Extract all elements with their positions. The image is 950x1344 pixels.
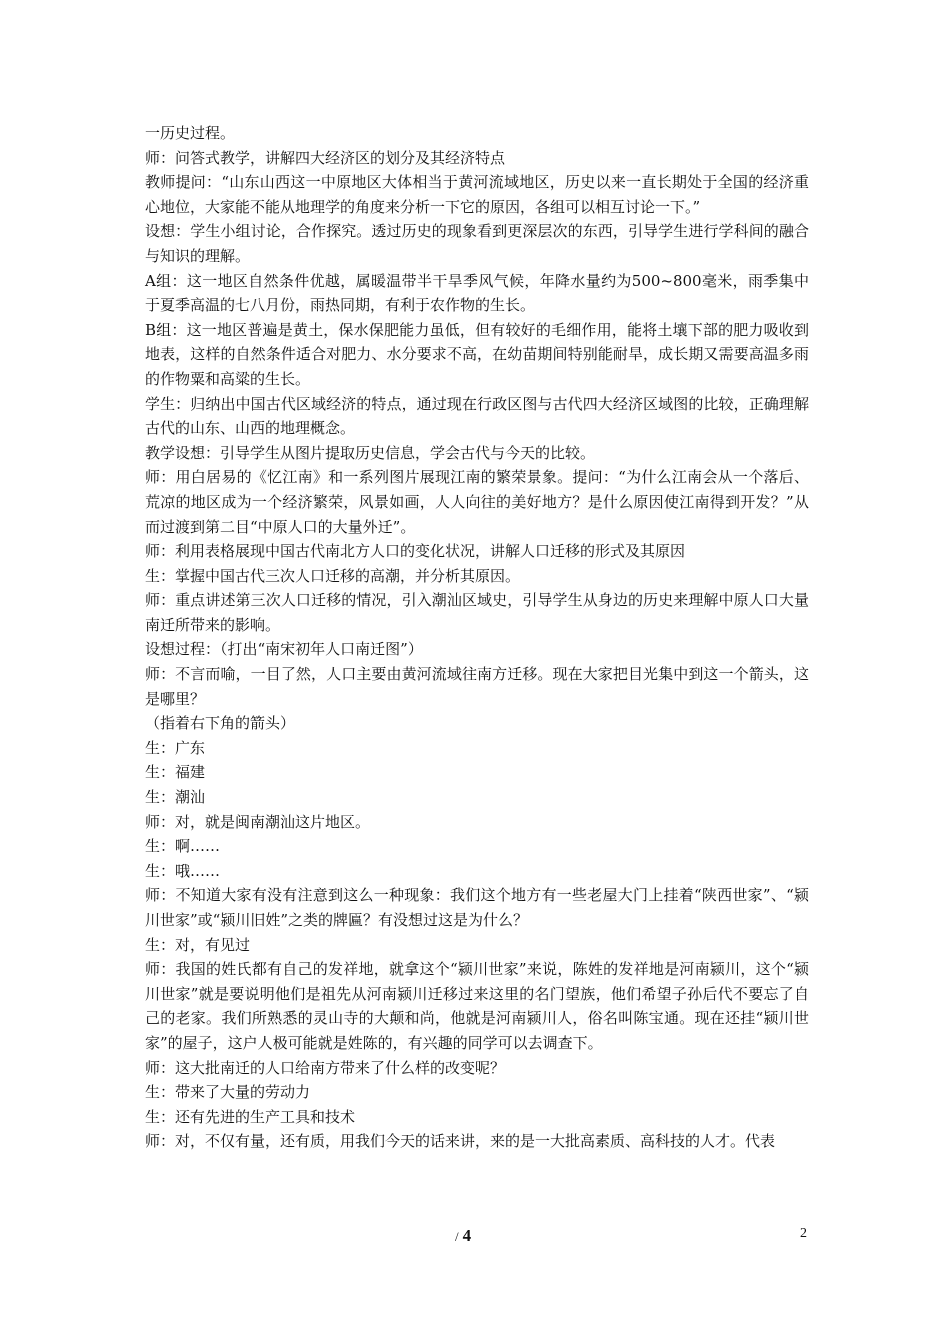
page-count-separator: / <box>455 1229 459 1244</box>
paragraph: 生：带来了大量的劳动力 <box>145 1083 311 1102</box>
paragraph: 教学设想：引导学生从图片提取历史信息，学会古代与今天的比较。 <box>145 443 596 462</box>
paragraph: 师：问答式教学，讲解四大经济区的划分及其经济特点 <box>145 148 506 167</box>
total-pages: 4 <box>462 1226 472 1245</box>
paragraph: 师：对，不仅有量，还有质，用我们今天的话来讲，来的是一大批高素质、高科技的人才。代表 <box>145 1132 776 1151</box>
paragraph: 生：哦…… <box>145 861 221 880</box>
paragraph: 生：还有先进的生产工具和技术 <box>145 1107 356 1126</box>
paragraph: 生：广东 <box>145 738 206 757</box>
paragraph: B组：这一地区普遍是黄土，保水保肥能力虽低，但有较好的毛细作用，能将土壤下部的肥力吸收到地表，这样的自然条件适合对肥力、水分要求不高，在幼苗期间特别能耐旱，成长期又需要高温多雨的作物粟和高粱的生长。 <box>145 320 809 388</box>
paragraph: 师：利用表格展现中国古代南北方人口的变化状况，讲解人口迁移的形式及其原因 <box>145 542 686 561</box>
paragraph: 生：潮汕 <box>145 788 206 807</box>
paragraph: A组：这一地区自然条件优越，属暖温带半干旱季风气候，年降水量约为500~800毫米，雨季集中于夏季高温的七八月份，雨热同期，有利于农作物的生长。 <box>145 271 809 315</box>
paragraph: 设想过程：（打出“南宋初年人口南迁图”） <box>145 640 423 659</box>
paragraph: 师：对，就是闽南潮汕这片地区。 <box>145 812 371 831</box>
paragraph: （指着右下角的箭头） <box>145 714 296 733</box>
paragraph: 师：不知道大家有没有注意到这么一种现象：我们这个地方有一些老屋大门上挂着“陕西世家”、“颍川世家”或“颍川旧姓”之类的牌匾？有没想过这是为什么？ <box>145 886 809 929</box>
paragraph: 师：用白居易的《忆江南》和一系列图片展现江南的繁荣景象。提问：“为什么江南会从一个落后、荒凉的地区成为一个经济繁荣，风景如画，人人向往的美好地方？是什么原因使江南得到开发？”从而过渡到第二目“中原人口的大量外迁”。 <box>145 468 809 536</box>
paragraph: 生：福建 <box>145 763 206 782</box>
paragraph: 生：掌握中国古代三次人口迁移的高潮，并分析其原因。 <box>145 566 521 585</box>
paragraph: 教师提问：“山东山西这一中原地区大体相当于黄河流域地区，历史以来一直长期处于全国的经济重心地位，大家能不能从地理学的角度来分析一下它的原因，各组可以相互讨论一下。” <box>145 173 809 216</box>
paragraph: 生：啊…… <box>145 837 221 856</box>
paragraph: 师：我国的姓氏都有自己的发祥地，就拿这个“颍川世家”来说，陈姓的发祥地是河南颍川，这个“颍川世家”就是要说明他们是祖先从河南颍川迁移过来这里的名门望族，他们希望子孙后代不要忘了自己的老家。我们所熟悉的灵山寺的大颠和尚，他就是河南颍川人，俗名叫陈宝通。现在还挂“颍川世家”的屋子，这户人极可能就是姓陈的，有兴趣的同学可以去调查下。 <box>145 960 809 1052</box>
paragraph: 师：不言而喻，一目了然，人口主要由黄河流域往南方迁移。现在大家把目光集中到这一个箭头，这是哪里？ <box>145 665 809 708</box>
paragraph: 设想：学生小组讨论，合作探究。透过历史的现象看到更深层次的东西，引导学生进行学科间的融合与知识的理解。 <box>145 222 809 265</box>
paragraph: 生：对，有见过 <box>145 935 251 954</box>
page-number: 2 <box>800 1226 807 1241</box>
paragraph: 一历史过程。 <box>145 124 236 142</box>
document-body <box>145 121 809 1154</box>
page-count <box>455 1226 471 1246</box>
paragraph: 师：重点讲述第三次人口迁移的情况，引入潮汕区域史，引导学生从身边的历史来理解中原人口大量南迁所带来的影响。 <box>145 591 809 634</box>
paragraph: 师：这大批南迁的人口给南方带来了什么样的改变呢？ <box>145 1058 506 1077</box>
paragraph: 学生：归纳出中国古代区域经济的特点，通过现在行政区图与古代四大经济区域图的比较，正确理解古代的山东、山西的地理概念。 <box>145 394 809 438</box>
